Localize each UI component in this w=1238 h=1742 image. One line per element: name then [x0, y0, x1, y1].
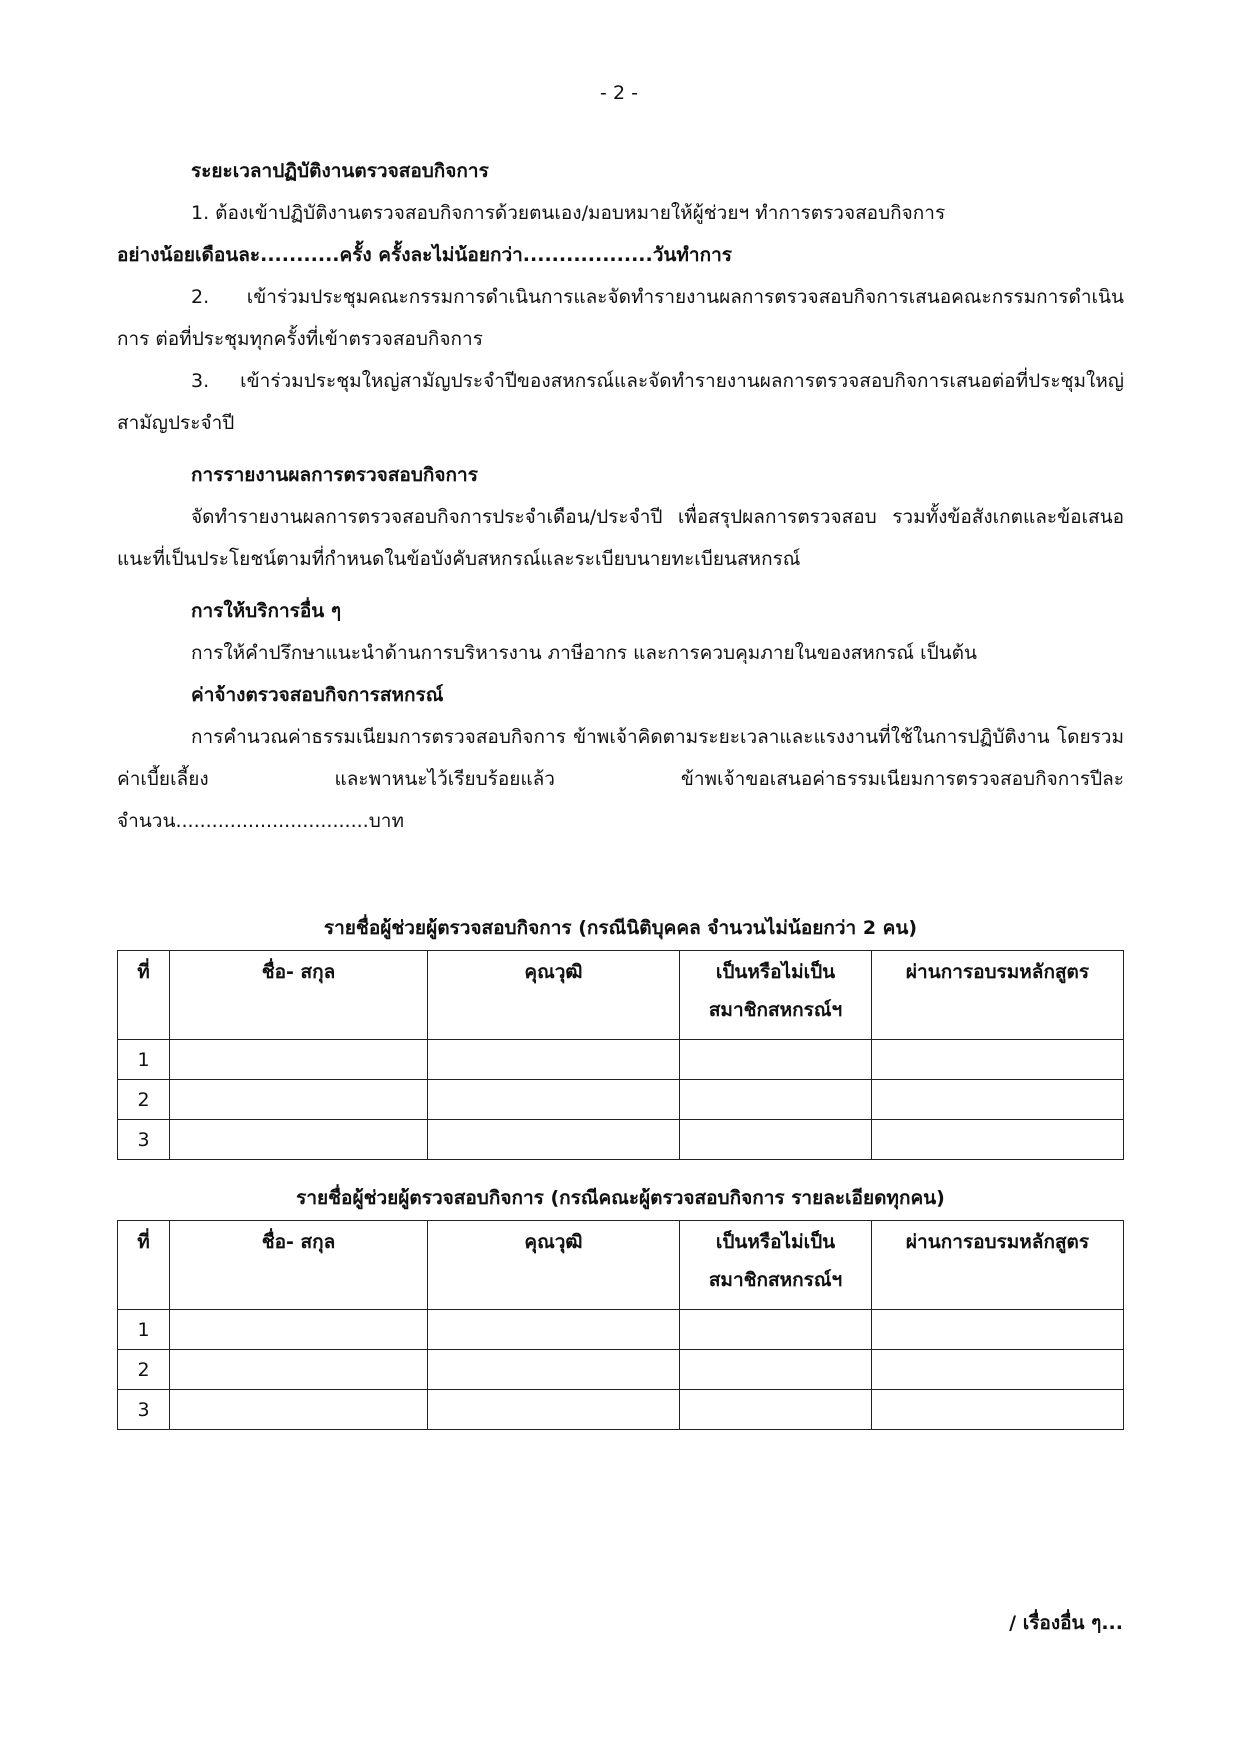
spacer [117, 444, 1124, 454]
qualification-cell[interactable] [428, 1040, 680, 1080]
continuation-note: / เรื่องอื่น ๆ... [1009, 1612, 1123, 1634]
membership-cell[interactable] [680, 1120, 872, 1160]
table-header-row [118, 1221, 1124, 1310]
row-number: 1 [118, 1310, 170, 1350]
row-number: 3 [118, 1390, 170, 1430]
name-cell[interactable] [170, 1390, 428, 1430]
column-header-qualification: คุณวุฒิ [428, 1221, 680, 1310]
name-cell[interactable] [170, 1310, 428, 1350]
training-cell[interactable] [872, 1350, 1124, 1390]
column-header-qualification: คุณวุฒิ [428, 951, 680, 1040]
column-header-no: ที่ [118, 951, 170, 1040]
table-1-title: รายชื่อผู้ช่วยผู้ตรวจสอบกิจการ (กรณีนิติบุคคล จำนวนไม่น้อยกว่า 2 คน) [323, 917, 918, 939]
column-header-name: ชื่อ- สกุล [170, 1221, 428, 1310]
name-cell[interactable] [170, 1350, 428, 1390]
column-header-no: ที่ [118, 1221, 170, 1310]
membership-cell[interactable] [680, 1350, 872, 1390]
row-number: 1 [118, 1040, 170, 1080]
name-cell[interactable] [170, 1080, 428, 1120]
spacer [117, 842, 1124, 908]
assistant-auditor-table-committee [117, 1220, 1124, 1430]
document-body [117, 150, 1124, 1430]
table-header-row [118, 951, 1124, 1040]
period-item-1-line-1: 1. ต้องเข้าปฏิบัติงานตรวจสอบกิจการด้วยตนเอง/มอบหมายให้ผู้ช่วยฯ ทำการตรวจสอบกิจการ [191, 202, 946, 224]
training-cell[interactable] [872, 1310, 1124, 1350]
other-services-body: การให้คำปรึกษาแนะนำด้านการบริหารงาน ภาษีอากร และการควบคุมภายในของสหกรณ์ เป็นต้น [191, 642, 977, 664]
training-cell[interactable] [872, 1390, 1124, 1430]
period-item-3: 3. เข้าร่วมประชุมใหญ่สามัญประจำปีของสหกรณ์และจัดทำรายงานผลการตรวจสอบกิจการเสนอต่อที่ประชุมใหญ่สามัญประจำปี [117, 370, 1124, 434]
membership-cell[interactable] [680, 1040, 872, 1080]
qualification-cell[interactable] [428, 1080, 680, 1120]
training-cell[interactable] [872, 1040, 1124, 1080]
table-row [118, 1080, 1124, 1120]
spacer [117, 580, 1124, 590]
period-item-1-line-2: อย่างน้อยเดือนละ...........ครั้ง ครั้งละไม่น้อยกว่า..................วันทำการ [117, 244, 732, 266]
table-row [118, 1390, 1124, 1430]
training-cell[interactable] [872, 1120, 1124, 1160]
column-header-membership [680, 951, 872, 1040]
period-item-2: 2. เข้าร่วมประชุมคณะกรรมการดำเนินการและจัดทำรายงานผลการตรวจสอบกิจการเสนอคณะกรรมการดำเนินการ ต่อที่ประชุมทุกครั้งที่เข้าตรวจสอบกิจการ [117, 286, 1124, 350]
name-cell[interactable] [170, 1120, 428, 1160]
table-row [118, 1120, 1124, 1160]
spacer [117, 1160, 1124, 1178]
table-2-title: รายชื่อผู้ช่วยผู้ตรวจสอบกิจการ (กรณีคณะผู้ตรวจสอบกิจการ รายละเอียดทุกคน) [296, 1187, 945, 1209]
assistant-auditor-table-juristic [117, 950, 1124, 1160]
membership-header-text: เป็นหรือไม่เป็น สมาชิกสหกรณ์ฯ [708, 961, 843, 1021]
column-header-name: ชื่อ- สกุล [170, 951, 428, 1040]
section-heading-period: ระยะเวลาปฏิบัติงานตรวจสอบกิจการ [191, 160, 489, 182]
name-cell[interactable] [170, 1040, 428, 1080]
membership-cell[interactable] [680, 1080, 872, 1120]
section-heading-report: การรายงานผลการตรวจสอบกิจการ [191, 464, 478, 486]
row-number: 3 [118, 1120, 170, 1160]
training-cell[interactable] [872, 1080, 1124, 1120]
column-header-membership [680, 1221, 872, 1310]
report-body: จัดทำรายงานผลการตรวจสอบกิจการประจำเดือน/ประจำปี เพื่อสรุปผลการตรวจสอบ รวมทั้งข้อสังเกตและข้อเสนอแนะที่เป็นประโยชน์ตามที่กำหนดในข้อบังคับสหกรณ์และระเบียบนายทะเบียนสหกรณ์ [117, 506, 1124, 570]
page-number: - 2 - [600, 82, 638, 104]
qualification-cell[interactable] [428, 1390, 680, 1430]
section-heading-fee: ค่าจ้างตรวจสอบกิจการสหกรณ์ [191, 684, 444, 706]
qualification-cell[interactable] [428, 1350, 680, 1390]
membership-header-text: เป็นหรือไม่เป็น สมาชิกสหกรณ์ฯ [708, 1231, 843, 1291]
column-header-training: ผ่านการอบรมหลักสูตร [872, 951, 1124, 1040]
table-row [118, 1310, 1124, 1350]
column-header-training: ผ่านการอบรมหลักสูตร [872, 1221, 1124, 1310]
table-row [118, 1040, 1124, 1080]
qualification-cell[interactable] [428, 1120, 680, 1160]
qualification-cell[interactable] [428, 1310, 680, 1350]
row-number: 2 [118, 1080, 170, 1120]
section-heading-other-services: การให้บริการอื่น ๆ [191, 600, 342, 622]
membership-cell[interactable] [680, 1390, 872, 1430]
membership-cell[interactable] [680, 1310, 872, 1350]
fee-body: การคำนวณค่าธรรมเนียมการตรวจสอบกิจการ ข้าพเจ้าคิดตามระยะเวลาและแรงงานที่ใช้ในการปฏิบัติงาน โดยรวมค่าเบี้ยเลี้ยง และพาหนะไว้เรียบร้อยแล้ว ข้าพเจ้าขอเสนอค่าธรรมเนียมการตรวจสอบกิจการปีละ จำนวน................................บาท [117, 726, 1124, 832]
row-number: 2 [118, 1350, 170, 1390]
table-row [118, 1350, 1124, 1390]
